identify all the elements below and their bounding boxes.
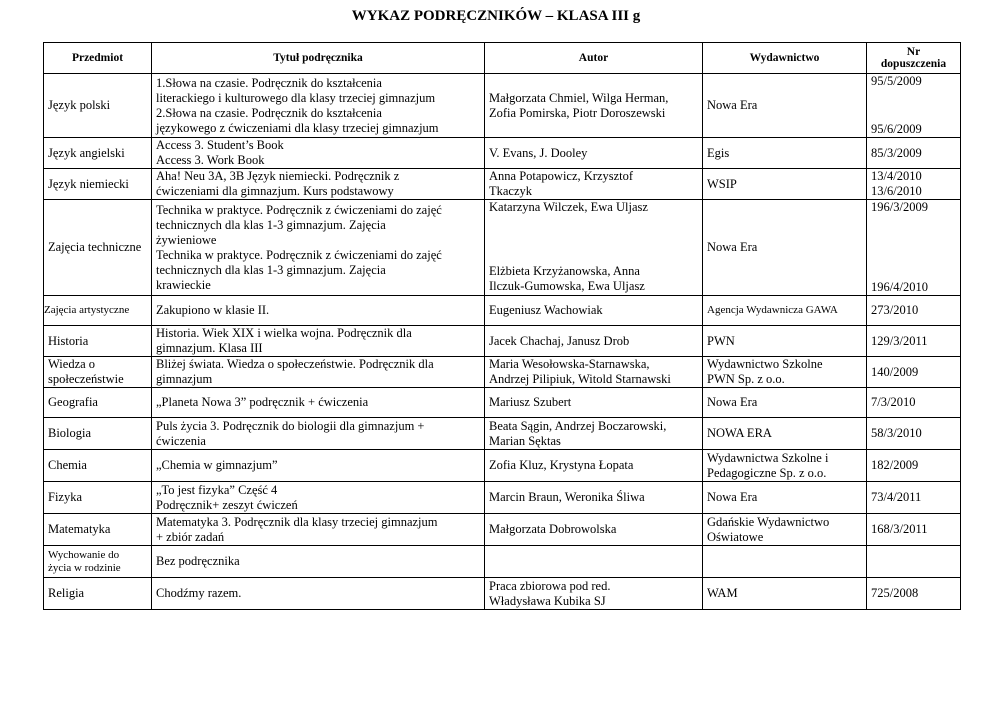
table-row [44, 74, 961, 138]
table-row [44, 546, 961, 578]
title-cell-line: Bliżej świata. Wiedza o społeczeństwie. Podręcznik dla [156, 357, 434, 371]
title-cell [152, 450, 485, 482]
approval-number-cell [867, 138, 961, 169]
title-cell-line: 1.Słowa na czasie. Podręcznik do kształcenia [156, 75, 382, 90]
approval-number-cell [867, 388, 961, 418]
title-cell-line: „Planeta Nowa 3” podręcznik + ćwiczenia [156, 395, 369, 409]
title-cell [152, 546, 485, 578]
publisher-cell [703, 450, 867, 482]
subject-cell: Biologia [44, 418, 152, 450]
publisher-cell [703, 138, 867, 169]
publisher-cell [703, 200, 867, 296]
title-cell-line: Matematyka 3. Podręcznik dla klasy trzeciej gimnazjum [156, 514, 438, 529]
publisher-cell [703, 418, 867, 450]
title-cell-line: 2.Słowa na czasie. Podręcznik do kształcenia [156, 105, 382, 120]
table-row [44, 514, 961, 546]
title-cell-line: Chodźmy razem. [156, 586, 242, 600]
publisher-cell [703, 74, 867, 138]
table-header-row [44, 43, 961, 74]
author-cell [485, 482, 703, 514]
subject-cell: Język polski [44, 74, 152, 138]
title-cell-line: gimnazjum. Klasa III [156, 341, 263, 355]
publisher-cell-line: NOWA ERA [707, 426, 772, 440]
subject-cell [44, 546, 152, 578]
title-cell [152, 169, 485, 200]
author-cell-line: Anna Potapowicz, Krzysztof [489, 169, 634, 183]
author-cell-line: Andrzej Pilipiuk, Witold Starnawski [489, 372, 671, 386]
author-cell [485, 357, 703, 388]
author-cell [485, 138, 703, 169]
title-cell [152, 388, 485, 418]
approval-number-cell [867, 482, 961, 514]
subject-cell: Fizyka [44, 482, 152, 514]
header-author: Autor [485, 43, 703, 74]
author-cell [485, 388, 703, 418]
approval-number-cell-line: 725/2008 [871, 586, 919, 600]
page-title: WYKAZ PODRĘCZNIKÓW – KLASA III g [351, 8, 641, 24]
author-cell-line: Elżbieta Krzyżanowska, Anna [489, 264, 640, 278]
subject-cell-line: Wychowanie do [48, 548, 120, 561]
author-cell-line: Ilczuk-Gumowska, Ewa Uljasz [489, 279, 645, 293]
header-publisher: Wydawnictwo [703, 43, 867, 74]
author-cell [485, 200, 703, 296]
table-row [44, 169, 961, 200]
approval-number-cell-line: 95/5/2009 [871, 74, 922, 88]
publisher-cell-line: WAM [707, 586, 738, 600]
header-approval-number: Nr dopuszczenia [867, 43, 961, 74]
publisher-cell-line: PWN Sp. z o.o. [707, 372, 785, 386]
approval-number-cell [867, 546, 961, 578]
publisher-cell-line: WSIP [707, 176, 737, 191]
publisher-cell-line: Egis [707, 145, 730, 160]
table-row [44, 326, 961, 357]
title-cell-line: Technika w praktyce. Podręcznik z ćwiczeniami do zajęć [156, 202, 442, 217]
table-row [44, 450, 961, 482]
publisher-cell-line: PWN [707, 333, 735, 348]
subject-cell: Chemia [44, 450, 152, 482]
publisher-cell [703, 578, 867, 610]
table-row [44, 296, 961, 326]
author-cell [485, 450, 703, 482]
title-cell [152, 200, 485, 296]
publisher-cell-line: Gdańskie Wydawnictwo [707, 514, 830, 529]
author-cell-line: Zofia Kluz, Krystyna Łopata [489, 458, 634, 472]
title-cell-line: „Chemia w gimnazjum” [156, 458, 278, 472]
approval-number-cell-line: 196/4/2010 [871, 280, 928, 294]
author-cell [485, 514, 703, 546]
title-cell-line: technicznych dla klas 1-3 gimnazjum. Zajęcia [156, 262, 386, 277]
author-cell [485, 546, 703, 578]
author-cell-line: Beata Sągin, Andrzej Boczarowski, [489, 418, 667, 433]
title-cell [152, 578, 485, 610]
author-cell-line: Władysława Kubika SJ [489, 593, 606, 608]
publisher-cell [703, 546, 867, 578]
approval-number-cell-line: 140/2009 [871, 364, 919, 379]
author-cell-line: Eugeniusz Wachowiak [489, 303, 603, 317]
title-cell-line: ćwiczeniami dla gimnazjum. Kurs podstawowy [156, 184, 394, 198]
title-cell-line: Puls życia 3. Podręcznik do biologii dla gimnazjum + [156, 418, 425, 433]
author-cell-line: Marcin Braun, Weronika Śliwa [489, 490, 645, 504]
approval-number-cell [867, 578, 961, 610]
table-row [44, 578, 961, 610]
approval-number-cell-line: 129/3/2011 [871, 333, 928, 348]
publisher-cell-line: Nowa Era [707, 395, 758, 409]
subject-cell: Religia [44, 578, 152, 610]
approval-number-cell-line: 182/2009 [871, 458, 919, 472]
title-cell [152, 418, 485, 450]
title-cell-line: literackiego i kulturowego dla klasy trzeciej gimnazjum [156, 90, 436, 105]
approval-number-cell [867, 514, 961, 546]
approval-number-cell-line: 168/3/2011 [871, 522, 928, 536]
subject-cell [44, 357, 152, 388]
subject-cell-line: życia w rodzinie [48, 561, 121, 574]
title-cell-line: żywieniowe [156, 232, 217, 247]
author-cell-line: Jacek Chachaj, Janusz Drob [489, 333, 630, 348]
publisher-cell [703, 296, 867, 326]
approval-number-cell [867, 326, 961, 357]
title-cell-line: Historia. Wiek XIX i wielka wojna. Podręcznik dla [156, 326, 412, 340]
title-cell [152, 482, 485, 514]
title-cell-line: + zbiór zadań [156, 529, 225, 544]
author-cell-line: Tkaczyk [489, 184, 533, 198]
approval-number-cell-line: 13/6/2010 [871, 184, 922, 198]
approval-number-cell-line: 58/3/2010 [871, 426, 922, 440]
title-cell-line: Technika w praktyce. Podręcznik z ćwiczeniami do zajęć [156, 247, 442, 262]
title-cell-line: technicznych dla klas 1-3 gimnazjum. Zajęcia [156, 217, 386, 232]
author-cell [485, 74, 703, 138]
title-cell-line: Access 3. Student’s Book [156, 138, 284, 152]
subject-cell: Matematyka [44, 514, 152, 546]
publisher-cell [703, 169, 867, 200]
table-row [44, 388, 961, 418]
approval-number-cell-line: 13/4/2010 [871, 169, 922, 183]
title-cell-line: Zakupiono w klasie II. [156, 303, 270, 317]
author-cell [485, 578, 703, 610]
table-row [44, 482, 961, 514]
author-cell-line: Zofia Pomirska, Piotr Doroszewski [489, 105, 666, 120]
approval-number-cell [867, 450, 961, 482]
publisher-cell [703, 388, 867, 418]
approval-number-cell [867, 169, 961, 200]
author-cell-line: Marian Sęktas [489, 433, 561, 448]
approval-number-cell-line: 273/2010 [871, 303, 919, 317]
title-cell [152, 514, 485, 546]
author-cell [485, 326, 703, 357]
subject-cell-line: Wiedza o [48, 357, 96, 371]
publisher-cell-line: Nowa Era [707, 98, 758, 112]
title-cell-line: gimnazjum [156, 372, 213, 386]
subject-cell: Zajęcia techniczne [44, 200, 152, 296]
author-cell-line: Małgorzata Dobrowolska [489, 522, 617, 536]
title-cell-line: Aha! Neu 3A, 3B Język niemiecki. Podręcznik z [156, 169, 400, 183]
approval-number-cell-line: 7/3/2010 [871, 395, 916, 409]
publisher-cell-line: Nowa Era [707, 490, 758, 504]
title-cell-line: językowego z ćwiczeniami dla klasy trzeciej gimnazjum [156, 120, 439, 135]
author-cell-line: Mariusz Szubert [489, 395, 572, 409]
title-cell [152, 74, 485, 138]
publisher-cell-line: Nowa Era [707, 240, 758, 254]
title-cell-line: ćwiczenia [156, 433, 206, 448]
textbook-table [43, 42, 961, 610]
publisher-cell [703, 514, 867, 546]
approval-number-cell [867, 418, 961, 450]
table-row [44, 418, 961, 450]
title-cell-line: Bez podręcznika [156, 554, 240, 568]
subject-cell: Język niemiecki [44, 169, 152, 200]
approval-number-cell [867, 200, 961, 296]
title-cell-line: Access 3. Work Book [156, 153, 265, 167]
title-cell [152, 296, 485, 326]
approval-number-cell [867, 357, 961, 388]
author-cell-line: Praca zbiorowa pod red. [489, 578, 611, 593]
publisher-cell-line: Wydawnictwa Szkolne i [707, 450, 829, 465]
title-cell [152, 326, 485, 357]
author-cell-line: Katarzyna Wilczek, Ewa Uljasz [489, 200, 648, 214]
publisher-cell [703, 357, 867, 388]
subject-cell-line: społeczeństwie [48, 372, 124, 386]
publisher-cell-line: Oświatowe [707, 529, 764, 544]
header-title: Tytuł podręcznika [152, 43, 485, 74]
author-cell [485, 418, 703, 450]
author-cell-line: Maria Wesołowska-Starnawska, [489, 357, 650, 371]
title-cell-line: „To jest fizyka” Część 4 [156, 482, 278, 497]
table-row [44, 200, 961, 296]
approval-number-cell [867, 296, 961, 326]
table-row [44, 138, 961, 169]
subject-cell: Geografia [44, 388, 152, 418]
publisher-cell [703, 482, 867, 514]
title-cell-line: Podręcznik+ zeszyt ćwiczeń [156, 497, 298, 512]
approval-number-cell-line: 95/6/2009 [871, 122, 922, 136]
author-cell-line: Małgorzata Chmiel, Wilga Herman, [489, 90, 669, 105]
header-subject: Przedmiot [44, 43, 152, 74]
approval-number-cell-line: 73/4/2011 [871, 490, 922, 504]
approval-number-cell [867, 74, 961, 138]
subject-cell: Historia [44, 326, 152, 357]
approval-number-cell-line: 196/3/2009 [871, 200, 928, 214]
table-row [44, 357, 961, 388]
publisher-cell-line: Agencja Wydawnicza GAWA [707, 304, 838, 316]
author-cell [485, 169, 703, 200]
title-cell [152, 357, 485, 388]
author-cell-line: V. Evans, J. Dooley [489, 145, 588, 160]
subject-cell: Zajęcia artystyczne [44, 296, 152, 326]
publisher-cell-line: Wydawnictwo Szkolne [707, 357, 823, 371]
title-cell [152, 138, 485, 169]
publisher-cell-line: Pedagogiczne Sp. z o.o. [707, 465, 827, 480]
publisher-cell [703, 326, 867, 357]
author-cell [485, 296, 703, 326]
subject-cell: Język angielski [44, 138, 152, 169]
title-cell-line: krawieckie [156, 277, 211, 292]
approval-number-cell-line: 85/3/2009 [871, 145, 922, 160]
